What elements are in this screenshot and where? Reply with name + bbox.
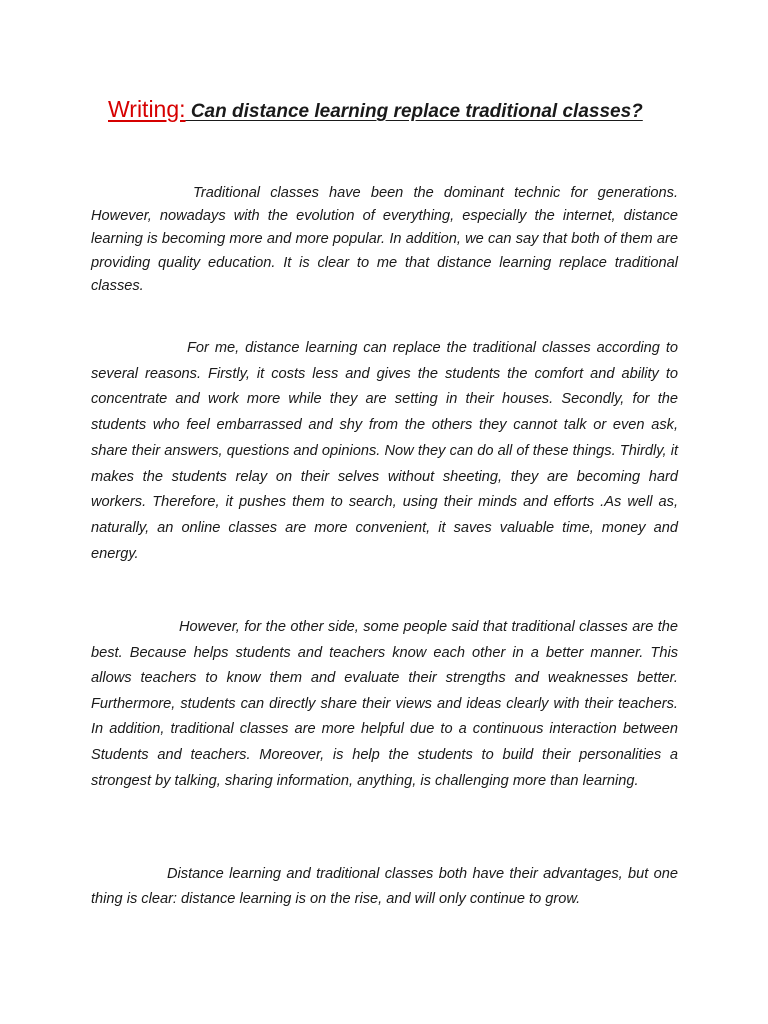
paragraph-conclusion: Distance learning and traditional classes both have their advantages, but one thing is clear: distance learning is on the rise, and will only continue to grow. xyxy=(91,866,678,907)
document-title xyxy=(108,94,708,127)
paragraph-arguments-against: However, for the other side, some people said that traditional classes are the best. Because helps students and teachers know each other in a better manner. This allows teachers to know them and evaluate their strengths and weaknesses better. Furthermore, students can directly share their views and ideas clearly with their teachers. In addition, traditional classes are more helpful due to a continuous interaction between Students and teachers. Moreover, is help the students to build their personalities a strongest by talking, sharing information, anything, is challenging more than learning. xyxy=(91,619,678,789)
title-label: Writing: xyxy=(108,96,186,122)
title-question: Can distance learning replace traditional classes? xyxy=(185,101,643,122)
paragraph-arguments-for: For me, distance learning can replace the traditional classes according to several reasons. Firstly, it costs less and gives the students the comfort and ability to concentrate and work more while they are setting in their houses. Secondly, for the students who feel embarrassed and shy from the others they cannot talk or even ask, share their answers, questions and opinions. Now they can do all of these things. Thirdly, it makes the students relay on their selves without sheeting, they are becoming hard workers. Therefore, it pushes them to search, using their minds and efforts .As well as, naturally, an online classes are more convenient, it saves valuable time, money and energy. xyxy=(91,340,678,562)
paragraph-introduction: Traditional classes have been the dominant technic for generations. However, nowadays with the evolution of everything, especially the internet, distance learning is becoming more and more popular. In addition, we can say that both of them are providing quality education. It is clear to me that distance learning replace traditional classes. xyxy=(91,185,678,294)
